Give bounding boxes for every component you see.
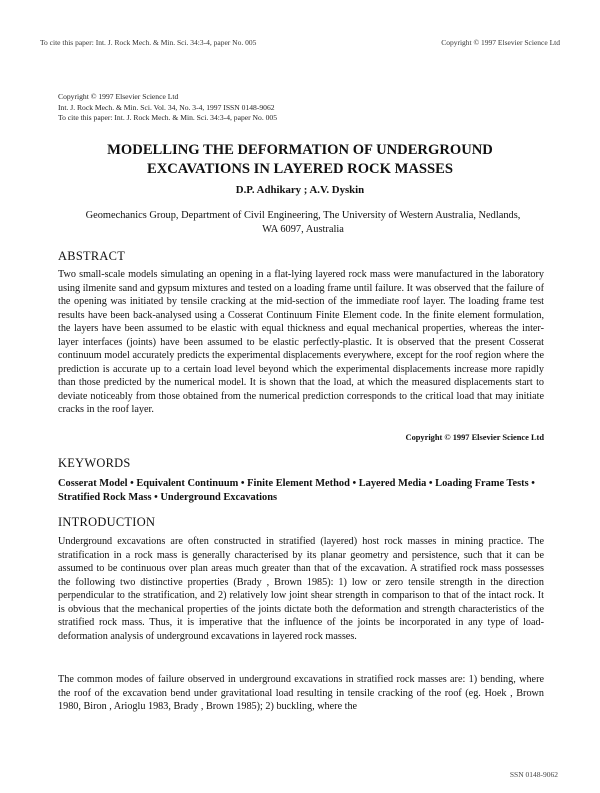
running-header-right: Copyright © 1997 Elsevier Science Ltd [441,38,560,47]
metadata-citation: To cite this paper: Int. J. Rock Mech. & Min. Sci. 34:3-4, paper No. 005 [58,113,278,123]
abstract-text: Two small-scale models simulating an opening in a flat-lying layered rock mass were manufactured in the laboratory using ilmenite sand and gypsum mixtures and tested on a loading frame until failure. It was observed that the failure of the opening was initiated by tensile cracking at the mid-section of the immediate roof layer. The loading frame test results have been back-analysed using a Cosserat Continuum Finite Element code. In the finite element formulation, the layers have been assumed to be elastic with equal thickness and equal mechanical properties, whereas the inter-layer interfaces (joints) have been assumed to be elastic perfectly-plastic. It is observed that the present Cosserat continuum model accurately predicts the experimental displacements everywhere, except for the roof region where the prediction is accurate up to a certain load level beyond which the experimental displacements increase more rapidly than those predicted by the numerical model. It is shown that the load, at which the measured displacements start to deviate noticeably from those obtained from the numerical prediction corresponds to the critical load that may initiate cracks in the roof layer. [58,269,544,415]
paper-title [0,141,600,179]
introduction-heading: INTRODUCTION [58,515,156,529]
abstract-heading: ABSTRACT [58,249,126,263]
authors: D.P. Adhikary ; A.V. Dyskin [235,184,365,196]
keywords-heading: KEYWORDS [58,456,131,470]
title-line-2: EXCAVATIONS IN LAYERED ROCK MASSES [146,161,453,177]
affiliation [58,209,548,236]
keywords-list: Cosserat Model • Equivalent Continuum • Finite Element Method • Layered Media • Loading Frame Tests • Stratified Rock Mass • Underground Excavations [58,478,535,503]
affiliation-line-1: Geomechanics Group, Department of Civil Engineering, The University of Western Australia, Nedlands, [85,210,521,221]
introduction-paragraph-2: The common modes of failure observed in underground excavations in stratified rock masses are: 1) bending, where the roof of the excavation bend under gravitational load resulting in tensile cracking of the roof (eg. Hoek , Brown 1980, Biron , Arioglu 1983, Brady , Brown 1985); 2) buckling, where the [58,674,544,712]
running-header-left: To cite this paper: Int. J. Rock Mech. & Min. Sci. 34:3-4, paper No. 005 [40,38,257,47]
affiliation-line-2: WA 6097, Australia [262,223,344,235]
footer-issn: SSN 0148-9062 [509,770,558,779]
introduction-paragraph-1: Underground excavations are often constructed in stratified (layered) host rock masses in mining practice. The stratification in a rock mass is generally characterised by its planar geometry and persistence, such that it can be assumed to be continuous over plan areas much greater than that of the excavation. A stratified rock mass possesses the following two distinctive properties (Brady , Brown 1985): 1) low or zero tensile strength in the direction perpendicular to the stratification, and 2) relatively low joint shear strength in comparison to that of the intact rock. It is obvious that the mechanical properties of the joints dictate both the deformation and strength characteristics of the stratified rock mass. Thus, it is imperative that the influence of the joints be incorporated in any type of load-deformation analysis of underground excavations in layered rock masses. [58,536,544,642]
metadata-journal: Int. J. Rock Mech. & Min. Sci. Vol. 34, No. 3-4, 1997 ISSN 0148-9062 [58,102,275,112]
title-line-1: MODELLING THE DEFORMATION OF UNDERGROUND [107,142,493,158]
article-metadata [58,92,277,124]
metadata-copyright: Copyright © 1997 Elsevier Science Ltd [58,92,179,101]
abstract-copyright: Copyright © 1997 Elsevier Science Ltd [405,433,544,442]
